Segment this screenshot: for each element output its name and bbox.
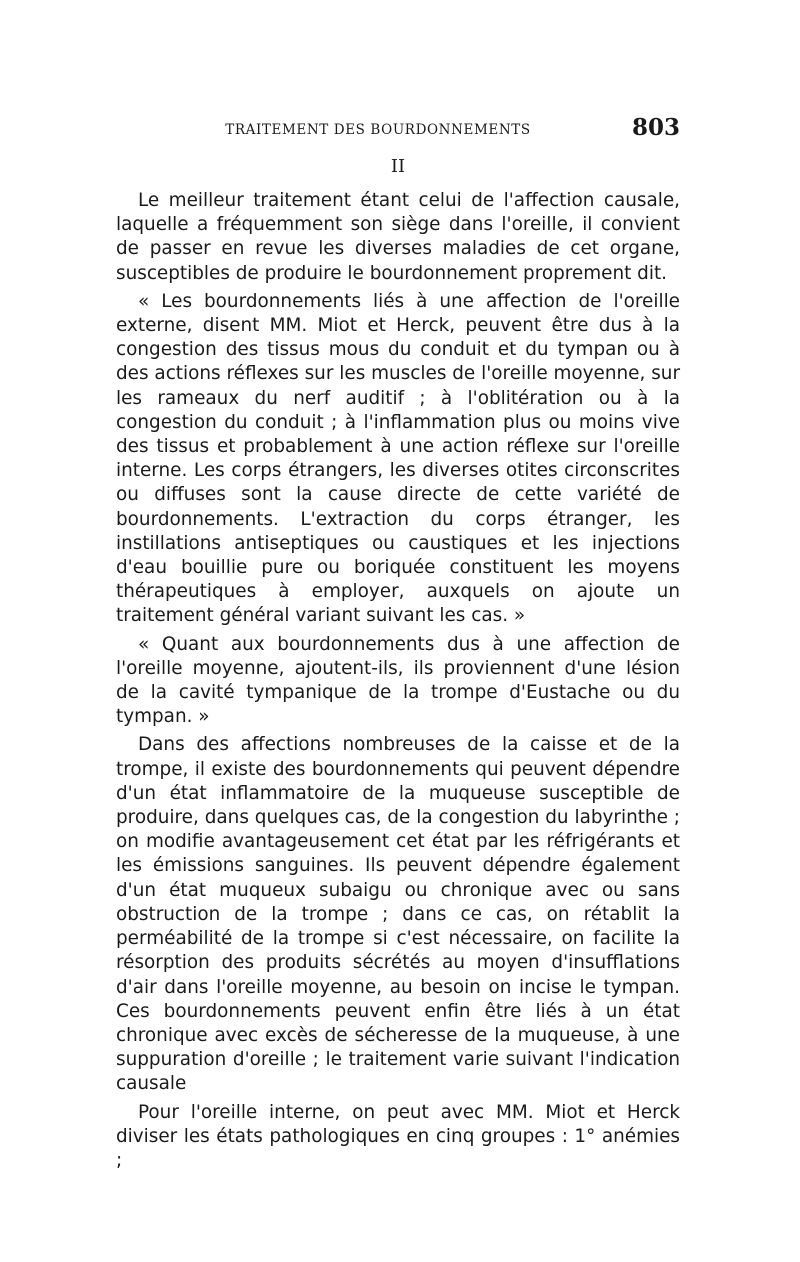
page-number: 803 [631, 114, 680, 141]
running-title: TRAITEMENT DES BOURDONNEMENTS [225, 122, 531, 138]
paragraph-inner-ear: Pour l'oreille interne, on peut avec MM. Miot et Herck diviser les états pathologiques en cinq groupes : 1° anémies ; [116, 1101, 680, 1171]
paragraph-tympanic-affections: Dans des affections nombreuses de la caisse et de la trompe, il existe des bourdonnements qui peuvent dépendre d'un état inflammatoire de la muqueuse susceptible de produire, dans quelques cas, de la congestion du labyrinthe ; on modifie avantageusement cet état par les réfrigérants et les émissions sanguines. Ils peuvent dépendre également d'un état muqueux subaigu ou chronique avec ou sans obstruction de la trompe ; dans ce cas, on rétablit la perméabilité de la trompe si c'est nécessaire, on facilite la résorption des produits sécrétés au moyen d'insufflations d'air dans l'oreille moyenne, au besoin on incise le tympan. Ces bourdonnements peuvent enfin être liés à un état chronique avec excès de sécheresse de la muqueuse, à une suppuration d'oreille ; le traitement varie suivant l'indication causale [116, 734, 680, 1095]
section-heading: II [390, 156, 406, 177]
running-header [116, 112, 680, 142]
paragraph-external-ear-quote: « Les bourdonnements liés à une affection de l'oreille externe, disent MM. Miot et Herck, peuvent être dus à la congestion des tissus mous du conduit et du tympan ou à des actions réflexes sur les muscles de l'oreille moyenne, sur les rameaux du nerf auditif ; à l'oblitération ou à la congestion du conduit ; à l'inflammation plus ou moins vive des tissus et probablement à une action réflexe sur l'oreille interne. Les corps étrangers, les diverses otites circonscrites ou diffuses sont la cause directe de cette variété de bourdonnements. L'extraction du corps étranger, les instillations antiseptiques ou caustiques et les injections d'eau bouillie pure ou boriquée constituent les moyens thérapeutiques à employer, auxquels on ajoute un traitement général variant suivant les cas. » [116, 290, 680, 627]
paragraph-middle-ear-quote: « Quant aux bourdonnements dus à une affection de l'oreille moyenne, ajoutent-ils, ils proviennent d'une lésion de la cavité tympanique de la trompe d'Eustache ou du tympan. » [116, 633, 680, 728]
book-page [116, 112, 680, 1177]
paragraph-intro: Le meilleur traitement étant celui de l'affection causale, laquelle a fréquemment son siège dans l'oreille, il convient de passer en revue les diverses maladies de cet organe, susceptibles de produire le bourdonnement proprement dit. [116, 190, 680, 284]
